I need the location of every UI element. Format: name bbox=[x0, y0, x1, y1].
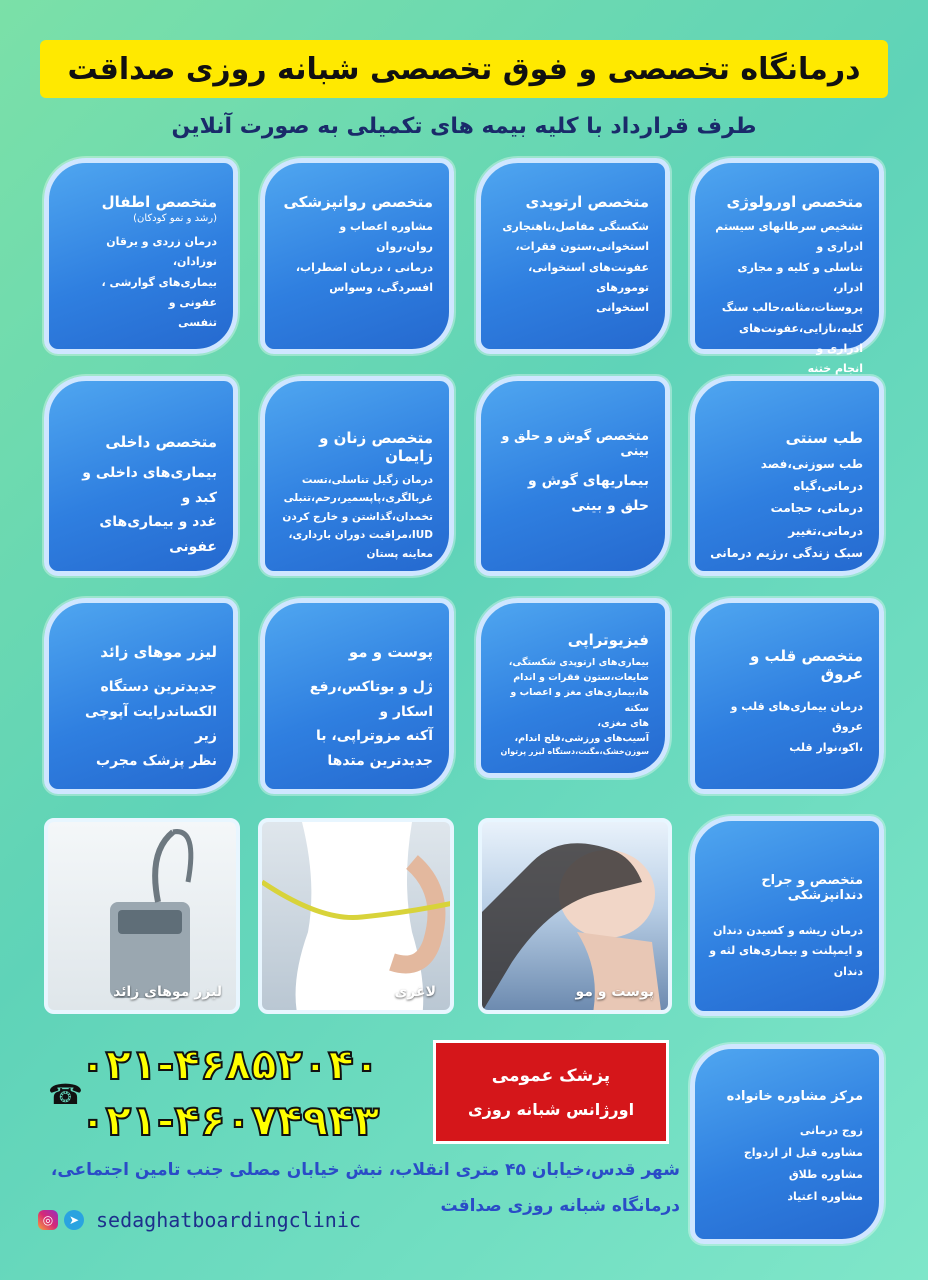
card-line: ،اکو،نوار قلب bbox=[789, 740, 863, 754]
instagram-icon[interactable]: ◎ bbox=[38, 1210, 58, 1230]
card-line: استخوانی bbox=[596, 301, 649, 315]
card-line: سوزن‌خشک،مگنت،دستگاه لیزر پرتوان bbox=[500, 747, 649, 757]
card-line: حلق و بینی bbox=[571, 497, 649, 514]
card-line: دندان bbox=[833, 964, 863, 978]
card-line: پروستات،مثانه،حالب سنگ bbox=[721, 301, 863, 315]
photo-caption: لاغری bbox=[394, 984, 436, 1000]
card-orthopedics bbox=[476, 158, 670, 354]
card-line: آسیب‌های ورزشی،فلج اندام، bbox=[514, 732, 649, 744]
card-title: فیزیوتراپی bbox=[567, 631, 649, 649]
card-line: درمانی، حجامت درمانی،تغییر bbox=[770, 501, 863, 538]
card-line: های مغزی، bbox=[597, 717, 649, 729]
card-urology bbox=[690, 158, 884, 376]
card-body bbox=[279, 471, 433, 563]
card-internal bbox=[44, 376, 238, 576]
card-title: پوست و مو bbox=[348, 643, 433, 661]
card-cardio bbox=[690, 598, 884, 794]
card-skin bbox=[260, 598, 454, 794]
card-title: متخصص ارتوپدی bbox=[525, 193, 649, 211]
phone-number-1[interactable]: ۰۲۱-۴۶۸۵۲۰۴۰ bbox=[80, 1040, 380, 1089]
social-links bbox=[38, 1208, 361, 1232]
card-title: متخصص روانپزشکی bbox=[283, 193, 433, 211]
card-body bbox=[279, 675, 433, 773]
card-line: غربالگری،پاپسمیر،رحم،تنبلی bbox=[283, 492, 433, 505]
card-line: انجام ختنه bbox=[807, 362, 863, 376]
card-line: درمان ریشه و کسیدن دندان bbox=[713, 924, 863, 937]
card-title: متخصص و جراح دندانپزشکی bbox=[761, 873, 863, 903]
card-line: مشاوره اعتیاد bbox=[787, 1190, 863, 1203]
photo-laser bbox=[44, 818, 240, 1014]
card-psychiatry bbox=[260, 158, 454, 354]
card-line: نظر پزشک مجرب bbox=[96, 752, 217, 769]
card-line: افسردگی، وسواس bbox=[329, 281, 433, 295]
clinic-name: درمانگاه شبانه روزی صداقت bbox=[440, 1196, 680, 1216]
telegram-icon[interactable]: ➤ bbox=[64, 1210, 84, 1230]
card-ent bbox=[476, 376, 670, 576]
card-body bbox=[63, 461, 217, 559]
card-body bbox=[63, 232, 217, 334]
card-body bbox=[279, 217, 433, 298]
card-line: ها،بیماری‌های مغز و اعصاب و سکته bbox=[510, 687, 649, 714]
social-handle[interactable]: sedaghatboardingclinic bbox=[96, 1208, 361, 1232]
general-doctor-badge bbox=[433, 1040, 669, 1144]
card-body bbox=[495, 217, 649, 319]
emergency-label: اورژانس شبانه روزی bbox=[467, 1099, 635, 1119]
card-body bbox=[709, 921, 863, 982]
card-title: مرکز مشاوره خانواده bbox=[726, 1089, 863, 1104]
card-body bbox=[709, 697, 863, 758]
photo-skin-hair bbox=[478, 818, 672, 1014]
card-body bbox=[709, 1120, 863, 1208]
card-line: زوج درمانی bbox=[799, 1124, 863, 1137]
card-title: متخصص اطفال bbox=[101, 193, 217, 211]
card-title: متخصص گوش و حلق و بینی bbox=[501, 429, 649, 459]
card-body bbox=[709, 453, 863, 564]
card-body bbox=[63, 675, 217, 773]
card-line: کلیه،نازایی،عفونت‌های ادراری و bbox=[739, 321, 863, 356]
card-line: شکستگی مفاصل،ناهنجاری bbox=[502, 220, 649, 233]
card-line: بیماری‌های ارتوپدی شکستگی، bbox=[508, 657, 649, 668]
card-line: و ایمپلنت و بیماری‌های لثه و bbox=[709, 944, 863, 958]
phone-icon: ☎ bbox=[48, 1078, 83, 1111]
card-line: درمان بیماری‌های قلب و عروق bbox=[730, 700, 863, 734]
card-body bbox=[495, 469, 649, 518]
card-line: ژل و بوتاکس،رفع اسکار و bbox=[309, 679, 433, 720]
card-line: IUD،مراقبت دوران بارداری، bbox=[288, 529, 433, 542]
card-gynecology bbox=[260, 376, 454, 576]
photo-caption: لیزر موهای زائد bbox=[113, 984, 222, 1000]
card-line: بیماری‌های داخلی و کبد و bbox=[82, 465, 217, 506]
card-line: درمان زگیل تناسلی،تست bbox=[301, 474, 433, 486]
card-subtitle: (رشد و نمو کودکان) bbox=[133, 213, 217, 224]
card-line: جدیدترین متدها bbox=[327, 752, 433, 769]
card-title: متخصص داخلی bbox=[105, 433, 217, 451]
card-line: مشاوره طلاق bbox=[788, 1168, 863, 1181]
card-line: غدد و بیماری‌های عفونی bbox=[99, 514, 217, 555]
card-physio bbox=[476, 598, 670, 778]
clinic-title: درمانگاه تخصصی و فوق تخصصی شبانه روزی صداقت bbox=[40, 40, 888, 98]
card-line: استخوانی،ستون فقرات، bbox=[515, 240, 649, 254]
card-line: ضایعات،ستون فقرات و اندام bbox=[513, 672, 649, 684]
card-line: مشاوره اعصاب و روان،روان bbox=[339, 220, 433, 254]
card-line: تشخیص سرطانهای سیستم ادراری و bbox=[715, 220, 863, 254]
card-dental bbox=[690, 816, 884, 1016]
card-line: تناسلی و کلیه و مجاری ادرار، bbox=[737, 260, 863, 295]
card-line: درمانی ، درمان اضطراب، bbox=[295, 260, 433, 274]
card-title: لیزر موهای زائد bbox=[100, 643, 217, 661]
card-title: متخصص قلب و عروق bbox=[749, 647, 863, 683]
card-line: بیماری‌های گوارشی ، عفونی و bbox=[101, 275, 217, 310]
card-pediatrics bbox=[44, 158, 238, 354]
insurance-subtitle: طرف قرارداد با کلیه بیمه های تکمیلی به صورت آنلاین bbox=[171, 113, 757, 139]
card-family bbox=[690, 1044, 884, 1244]
card-line: تخمدان،گذاشتن و خارج کردن bbox=[282, 510, 433, 523]
card-line: تنفسی bbox=[178, 316, 217, 330]
card-line: معاینه پستان bbox=[366, 547, 433, 560]
photo-caption: پوست و مو bbox=[575, 984, 654, 1000]
card-title: متخصص اورولوژی bbox=[726, 193, 863, 211]
card-line: مشاوره قبل از ازدواج bbox=[743, 1146, 863, 1159]
card-body bbox=[495, 655, 649, 759]
general-doctor-label: پزشک عمومی bbox=[491, 1065, 611, 1086]
card-line: سبک زندگی ،رژیم درمانی bbox=[710, 545, 863, 560]
photo-slimming bbox=[258, 818, 454, 1014]
card-title: طب سنتی bbox=[785, 429, 863, 447]
card-title: متخصص زنان و زایمان bbox=[319, 429, 433, 465]
card-line: درمان زردی و یرقان نوزادان، bbox=[106, 235, 217, 269]
card-line: بیماریهای گوش و bbox=[528, 473, 649, 489]
card-line: آکنه مزوتراپی، با bbox=[316, 728, 433, 744]
address-text: شهر قدس،خیابان ۴۵ متری انقلاب، نبش خیابان مصلی جنب تامین اجتماعی، bbox=[50, 1160, 680, 1180]
phone-number-2[interactable]: ۰۲۱-۴۶۰۷۴۹۴۳ bbox=[80, 1096, 380, 1145]
card-line: جدیدترین دستگاه bbox=[100, 679, 217, 695]
card-laser bbox=[44, 598, 238, 794]
card-traditional bbox=[690, 376, 884, 576]
card-body bbox=[709, 217, 863, 380]
card-line: طب سوزنی،فصد درمانی،گیاه bbox=[760, 457, 863, 494]
card-line: عفونت‌های استخوانی، تومورهای bbox=[528, 260, 649, 295]
card-line: الکساندرایت آپوچی زیر bbox=[85, 703, 217, 744]
